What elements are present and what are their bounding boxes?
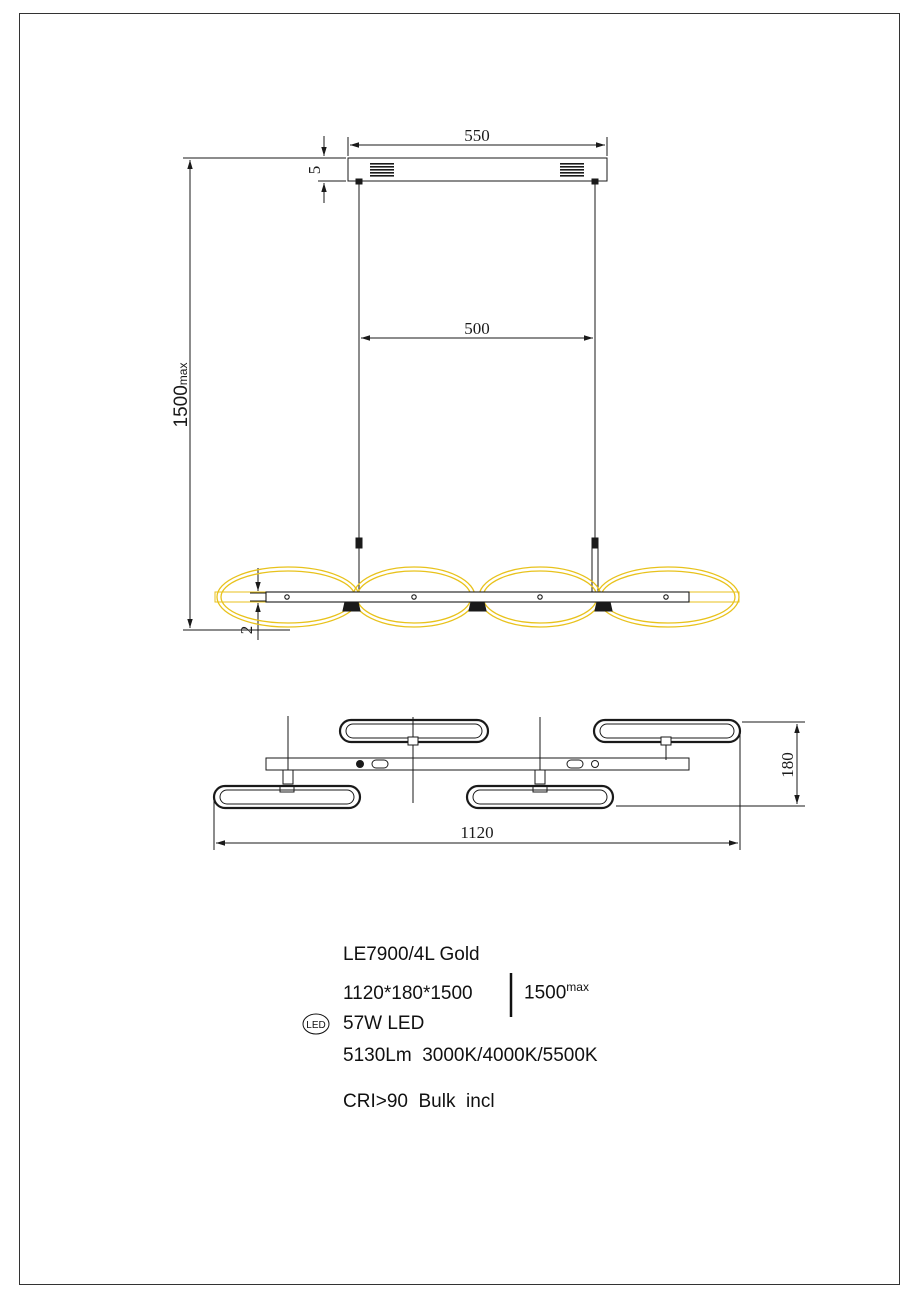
top-bar bbox=[266, 758, 689, 770]
led-panel-2 bbox=[594, 720, 740, 745]
led-panel-4 bbox=[467, 770, 613, 808]
dim-canopy-width: 550 bbox=[464, 126, 490, 145]
dim-overall-height-suffix: max bbox=[176, 362, 190, 386]
spec-model: LE7900/4L Gold bbox=[343, 944, 480, 965]
spec-cri: CRI>90 Bulk incl bbox=[343, 1091, 495, 1112]
led-badge-text: LED bbox=[306, 1020, 326, 1031]
front-view bbox=[183, 136, 607, 640]
spec-dimensions: 1120*180*1500 bbox=[343, 983, 473, 1004]
dim-overall-height-label bbox=[171, 363, 192, 428]
spec-height-value: 1500 bbox=[524, 982, 567, 1004]
led-panel-3 bbox=[214, 770, 360, 808]
svg-text:1500max bbox=[171, 363, 192, 428]
spec-power: 57W LED bbox=[343, 1013, 425, 1034]
front-bar bbox=[266, 592, 689, 611]
led-panel-1 bbox=[340, 720, 488, 745]
dim-canopy-height: 5 bbox=[305, 165, 324, 175]
top-view bbox=[214, 716, 805, 850]
spec-height-suffix: max bbox=[566, 980, 589, 994]
dim-overall-depth: 180 bbox=[778, 752, 797, 778]
spec-height-max bbox=[524, 980, 589, 1004]
dim-suspension-spacing: 500 bbox=[464, 319, 490, 338]
dim-overall-length: 1120 bbox=[460, 823, 494, 842]
spec-lumen-cct: 5130Lm 3000K/4000K/5500K bbox=[343, 1045, 598, 1066]
dim-ring-profile: 2 bbox=[237, 625, 256, 635]
dim-overall-height: 1500 bbox=[171, 385, 192, 428]
